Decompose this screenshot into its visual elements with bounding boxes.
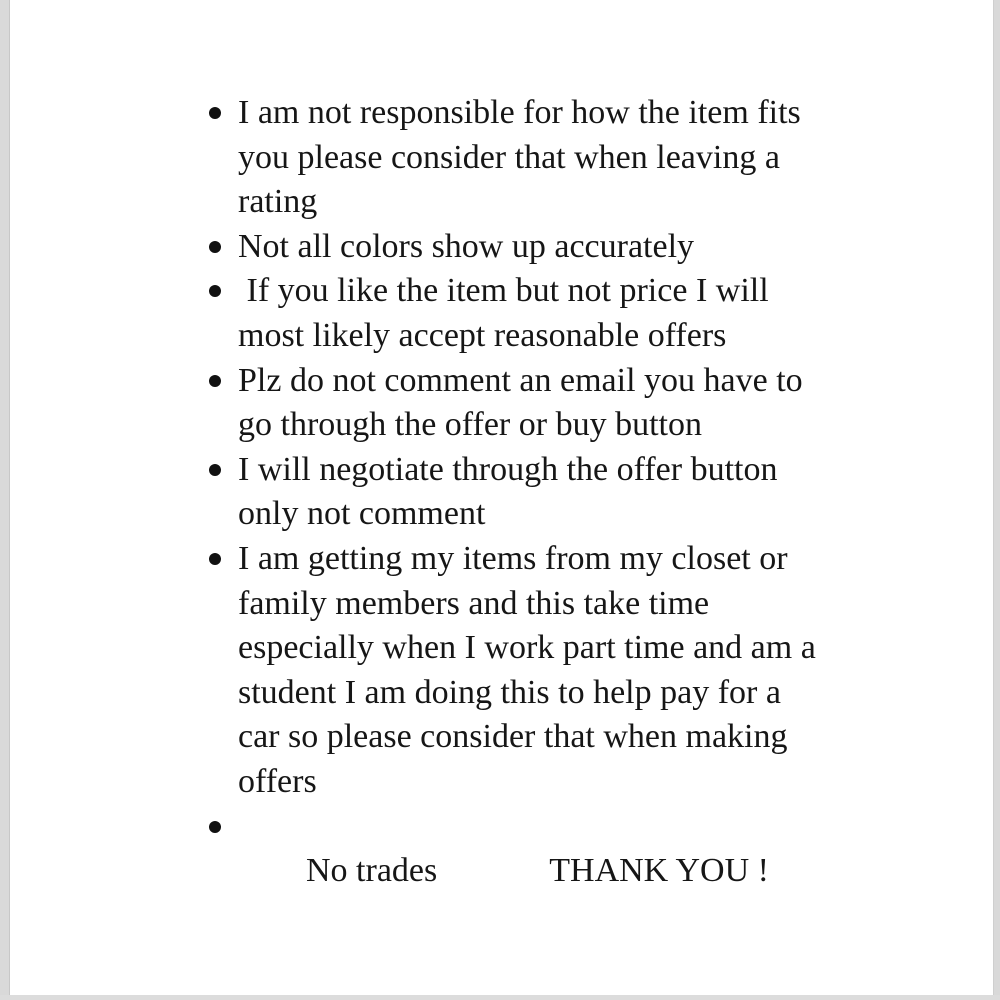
text-line bbox=[238, 805, 816, 939]
text-line: you please consider that when leaving a bbox=[238, 138, 780, 176]
list-item-no-email-comments bbox=[238, 359, 816, 448]
list-item-no-trades bbox=[238, 805, 816, 939]
bottom-edge-border bbox=[0, 995, 1000, 1000]
text-line: especially when I work part time and am a bbox=[238, 629, 816, 667]
text-line: most likely accept reasonable offers bbox=[238, 316, 727, 354]
bullet-icon bbox=[209, 375, 221, 387]
text-line: Not all colors show up accurately bbox=[238, 227, 695, 265]
text-line: I am not responsible for how the item fits bbox=[238, 94, 801, 131]
text-line: only not comment bbox=[238, 495, 486, 533]
thank-you-text: THANK YOU ! bbox=[549, 852, 769, 890]
seller-note-list bbox=[238, 91, 816, 938]
text-line: If you like the item but not price I will bbox=[238, 272, 769, 310]
text-line: car so please consider that when making bbox=[238, 718, 788, 756]
text-line: I am getting my items from my closet or bbox=[238, 539, 788, 577]
text-line: go through the offer or buy button bbox=[238, 406, 702, 444]
bullet-icon bbox=[209, 241, 221, 253]
bullet-icon bbox=[209, 553, 221, 565]
bullet-icon bbox=[209, 821, 221, 833]
text-line: Plz do not comment an email you have to bbox=[238, 361, 803, 399]
bullet-icon bbox=[209, 107, 221, 119]
no-trades-text: No trades bbox=[306, 852, 438, 890]
text-line: student I am doing this to help pay for a bbox=[238, 673, 781, 711]
left-edge-border bbox=[0, 0, 10, 1000]
text-line: offers bbox=[238, 762, 317, 800]
list-item-sourcing-explanation bbox=[238, 537, 816, 805]
list-item-offers-welcome bbox=[238, 269, 816, 358]
list-item-colors-disclaimer bbox=[238, 225, 816, 270]
text-line: rating bbox=[238, 183, 318, 221]
bullet-icon bbox=[209, 464, 221, 476]
text-line: I will negotiate through the offer button bbox=[238, 450, 778, 488]
list-item-negotiate-offer-button bbox=[238, 448, 816, 537]
bullet-icon bbox=[209, 285, 221, 297]
right-edge-border bbox=[993, 0, 1000, 1000]
text-line: family members and this take time bbox=[238, 584, 710, 622]
list-item-fit-disclaimer bbox=[238, 91, 816, 225]
